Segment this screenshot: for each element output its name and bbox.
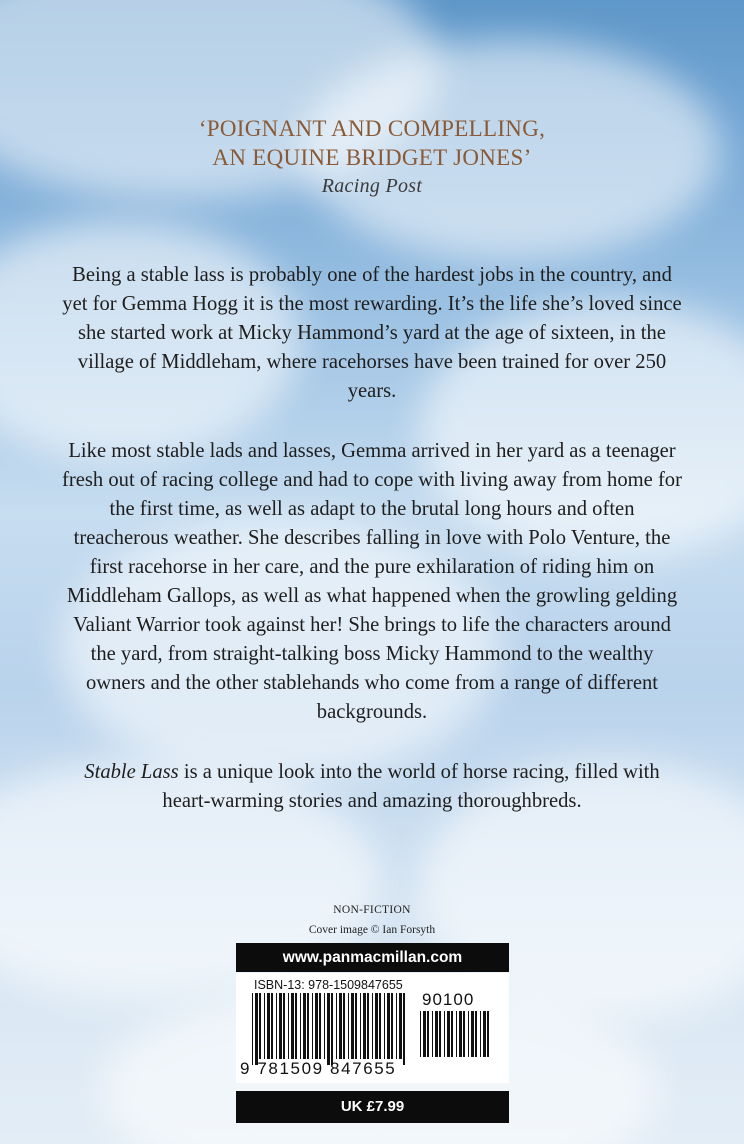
barcode-bar	[403, 993, 405, 1065]
isbn-human-readable: 9 781509 847655	[240, 1059, 397, 1078]
barcode-bar	[288, 993, 289, 1059]
review-quote-line-2: AN EQUINE BRIDGET JONES’	[212, 145, 532, 170]
barcode-bar	[264, 993, 265, 1059]
barcode-bar	[384, 993, 385, 1059]
barcode-bar	[303, 993, 306, 1059]
price-label: UK £7.99	[236, 1091, 509, 1123]
barcode-bar	[360, 993, 361, 1059]
blurb-paragraph-1: Being a stable lass is probably one of the hardest jobs in the country, and yet for Gemma Hogg it is the most rewarding. It’s the life she’s loved since she started work at Micky Hammond’s yard at the age of sixteen, in the village of Middleham, where racehorses have been trained for over 250 years.	[62, 264, 682, 402]
barcode-bar	[319, 993, 321, 1059]
barcode-bar	[255, 993, 258, 1065]
barcode-bar	[252, 993, 253, 1065]
barcode-bar	[259, 993, 261, 1059]
barcode-bar	[379, 993, 381, 1059]
barcode-bar	[375, 993, 378, 1059]
barcode-bar	[459, 1011, 462, 1057]
barcode-bar	[283, 993, 285, 1059]
barcode-bar	[471, 1011, 474, 1057]
price-supplement-code: 90100	[422, 990, 475, 1009]
barcode-bar	[279, 993, 282, 1059]
barcode-bar	[439, 1011, 441, 1057]
barcode-bar	[444, 1011, 445, 1057]
supplement-barcode-icon	[420, 1011, 490, 1063]
isbn-label: ISBN-13: 978-1509847655	[254, 978, 403, 992]
review-quote-line-1: ‘POIGNANT AND COMPELLING,	[198, 116, 546, 141]
barcode-bar	[475, 1011, 477, 1057]
barcode-bar	[387, 993, 390, 1059]
barcode-bar	[351, 993, 354, 1059]
barcode-bar	[432, 1011, 433, 1057]
barcode-bar	[468, 1011, 469, 1057]
barcode-bar	[327, 993, 330, 1065]
barcode-bar	[463, 1011, 465, 1057]
barcode-bar	[480, 1011, 481, 1057]
blurb-paragraph-2: Like most stable lads and lasses, Gemma arrived in her yard as a teenager fresh out of racing college and had to cope with living away from home for the first time, as well as adapt to the brutal long hours and often treacherous weather. She describes falling in love with Polo Venture, the first racehorse in her care, and the pure exhilaration of riding him on Middleham Gallops, as well as what happened when the growling gelding Valiant Warrior took against her! She brings to life the characters around the yard, from straight-talking boss Micky Hammond to the wealthy owners and the other stablehands who come from a range of different backgrounds.	[62, 440, 682, 723]
barcode-bar	[291, 993, 294, 1059]
barcode-bar	[295, 993, 297, 1059]
barcode-bar	[435, 1011, 438, 1057]
barcode-bar	[331, 993, 333, 1065]
cover-image-credit: Cover image © Ian Forsyth	[308, 924, 436, 936]
isbn-barcode-icon	[252, 993, 406, 1065]
barcode-bar	[483, 1011, 486, 1057]
review-quote	[0, 114, 744, 201]
blurb-paragraph-3	[60, 758, 684, 816]
barcode-bar	[363, 993, 366, 1059]
barcode-bar	[423, 1011, 426, 1057]
barcode-bar	[276, 993, 277, 1059]
barcode-bar	[396, 993, 397, 1059]
book-title-italic: Stable Lass	[84, 761, 179, 783]
barcode-bar	[427, 1011, 429, 1057]
barcode-bar	[355, 993, 357, 1059]
barcode-bar	[312, 993, 313, 1059]
barcode-bar	[487, 1011, 489, 1057]
barcode-bar	[324, 993, 325, 1059]
barcode-bar	[315, 993, 318, 1059]
barcode-bar	[372, 993, 373, 1059]
barcode-bar	[447, 1011, 450, 1057]
barcode-bar	[420, 1011, 421, 1057]
review-quote-source: Racing Post	[321, 175, 423, 197]
barcode-bar	[367, 993, 369, 1059]
blurb-paragraph-3-text: is a unique look into the world of horse racing, filled with heart-warming stories and amazing thoroughbreds.	[162, 761, 660, 812]
barcode-bar	[339, 993, 342, 1059]
barcode-bar	[456, 1011, 457, 1057]
barcode-bar	[336, 993, 337, 1059]
barcode-bar	[343, 993, 345, 1059]
barcode-bar	[399, 993, 402, 1059]
barcode-block	[236, 973, 509, 1083]
genre-label: NON-FICTION	[333, 904, 411, 916]
publisher-website[interactable]: www.panmacmillan.com	[236, 943, 509, 972]
barcode-bar	[300, 993, 301, 1059]
barcode-bar	[271, 993, 273, 1059]
barcode-bar	[307, 993, 309, 1059]
barcode-bar	[348, 993, 349, 1059]
barcode-bar	[391, 993, 393, 1059]
barcode-bar	[451, 1011, 453, 1057]
barcode-bar	[267, 993, 270, 1059]
